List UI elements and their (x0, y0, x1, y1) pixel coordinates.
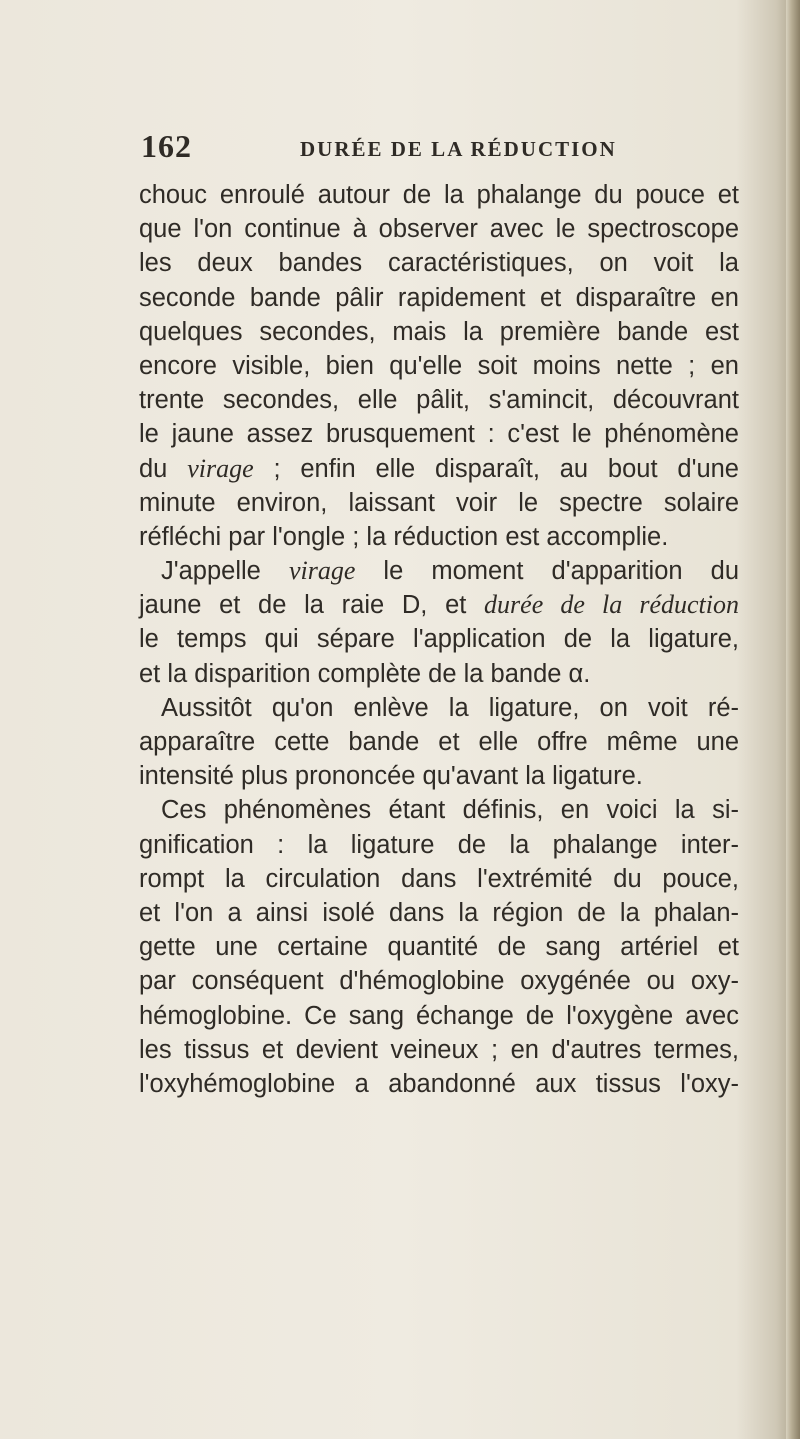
text-run: J'appelle (161, 557, 289, 586)
text-line: intensité plus prononcée qu'avant la ligature. (139, 762, 643, 791)
text-run: jaune et de la raie D, et (139, 591, 485, 620)
text-line: par conséquent d'hémoglobine oxygénée ou oxy- (139, 967, 739, 996)
text-line: et l'on a ainsi isolé dans la région de la phalan- (139, 898, 739, 927)
text-run: le moment d'apparition du (355, 557, 739, 586)
text-line: trente secondes, elle pâlit, s'amincit, découvrant (139, 386, 739, 415)
running-head: DURÉE DE LA RÉDUCTION (300, 137, 617, 161)
italic-term: durée de la réduction (484, 590, 739, 620)
text-line: seconde bande pâlir rapidement et disparaître en (139, 283, 739, 312)
text-line (139, 452, 739, 486)
text-line: apparaître cette bande et elle offre même une (139, 728, 739, 756)
body-paragraph (139, 178, 739, 1101)
text-line (139, 554, 739, 588)
page-header (141, 128, 741, 164)
text-line: l'oxyhémoglobine a abandonné aux tissus l'oxy- (139, 1069, 739, 1098)
italic-term: virage (288, 556, 356, 586)
text-line: et la disparition complète de la bande α. (139, 659, 591, 688)
text-line: les tissus et devient veineux ; en d'autres termes, (139, 1035, 739, 1064)
text-line: encore visible, bien qu'elle soit moins nette ; en (139, 351, 739, 380)
text-line: minute environ, laissant voir le spectre solaire (139, 488, 739, 517)
text-line: les deux bandes caractéristiques, on voit la (139, 249, 739, 278)
text-line: le jaune assez brusquement : c'est le phénomène (139, 420, 739, 449)
page-edge-shadow (786, 0, 800, 1439)
text-line: Aussitôt qu'on enlève la ligature, on voit ré- (161, 693, 739, 722)
text-line (139, 588, 739, 622)
text-run: du (139, 454, 188, 483)
text-line: quelques secondes, mais la première bande est (139, 317, 739, 346)
text-line: gnification : la ligature de la phalange inter- (139, 830, 739, 859)
text-line: hémoglobine. Ce sang échange de l'oxygène avec (139, 1001, 739, 1030)
text-line: Ces phénomènes étant définis, en voici la si- (161, 796, 739, 825)
text-line: gette une certaine quantité de sang artériel et (139, 933, 739, 962)
text-line: chouc enroulé autour de la phalange du pouce et (139, 181, 739, 209)
page-number: 162 (141, 128, 192, 164)
text-line: le temps qui sépare l'application de la ligature, (139, 625, 739, 654)
text-line: rompt la circulation dans l'extrémité du pouce, (139, 864, 739, 893)
text-line: que l'on continue à observer avec le spectroscope (139, 215, 739, 244)
text-run: ; enfin elle disparaît, au bout d'une (253, 454, 739, 483)
italic-term: virage (187, 453, 254, 483)
text-line: réfléchi par l'ongle ; la réduction est accomplie. (139, 522, 669, 551)
